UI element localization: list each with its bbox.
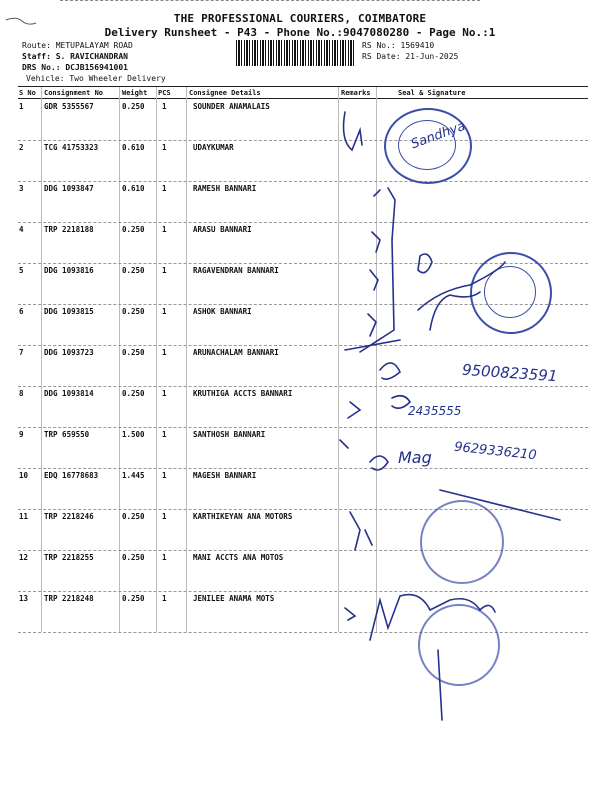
cell-sno: 12 xyxy=(19,553,29,562)
cell-consignee: RAGAVENDRAN BANNARI xyxy=(193,266,279,275)
staff-line: Staff: S. RAVICHANDRAN xyxy=(22,52,128,61)
col-header-consignment: Consignment No xyxy=(44,89,104,97)
cell-consignment-no: DDG 1093815 xyxy=(44,307,94,316)
cell-pcs: 1 xyxy=(162,102,167,111)
cell-pcs: 1 xyxy=(162,184,167,193)
col-header-sno: S No xyxy=(19,89,36,97)
cell-sno: 11 xyxy=(19,512,29,521)
page-top-scrap xyxy=(60,0,480,5)
cell-consignee: KRUTHIGA ACCTS BANNARI xyxy=(193,389,293,398)
cell-consignee: JENILEE ANAMA MOTS xyxy=(193,594,275,603)
cell-weight: 0.250 xyxy=(122,225,145,234)
cell-pcs: 1 xyxy=(162,225,167,234)
cell-consignee: ASHOK BANNARI xyxy=(193,307,252,316)
barcode-image xyxy=(236,40,356,66)
cell-consignment-no: GDR 5355567 xyxy=(44,102,94,111)
cell-weight: 0.250 xyxy=(122,307,145,316)
company-seal-stamp xyxy=(418,604,500,686)
cell-pcs: 1 xyxy=(162,143,167,152)
cell-pcs: 1 xyxy=(162,307,167,316)
cell-pcs: 1 xyxy=(162,594,167,603)
col-header-consignee: Consignee Details xyxy=(189,89,261,97)
header-rule-bottom xyxy=(18,98,588,99)
company-title: THE PROFESSIONAL COURIERS, COIMBATORE xyxy=(173,12,427,25)
cell-sno: 6 xyxy=(19,307,24,316)
cell-weight: 0.250 xyxy=(122,348,145,357)
cell-weight: 0.250 xyxy=(122,512,145,521)
table-row xyxy=(0,551,600,592)
rs-date: RS Date: 21-Jun-2025 xyxy=(362,52,459,61)
cell-consignee: ARASU BANNARI xyxy=(193,225,252,234)
cell-sno: 1 xyxy=(19,102,24,111)
cell-weight: 0.610 xyxy=(122,143,145,152)
cell-consignment-no: TRP 659550 xyxy=(44,430,90,439)
table-row xyxy=(0,387,600,428)
cell-consignment-no: DDG 1093814 xyxy=(44,389,94,398)
cell-consignee: RAMESH BANNARI xyxy=(193,184,257,193)
table-row xyxy=(0,100,600,141)
cell-consignee: KARTHIKEYAN ANA MOTORS xyxy=(193,512,293,521)
cell-weight: 0.250 xyxy=(122,389,145,398)
col-header-weight: Weight xyxy=(122,89,148,97)
cell-consignment-no: TRP 2218246 xyxy=(44,512,94,521)
route-line: Route: METUPALAYAM ROAD xyxy=(22,41,133,50)
cell-consignment-no: DDG 1093816 xyxy=(44,266,94,275)
col-header-remarks: Remarks xyxy=(341,89,371,97)
cell-consignment-no: TRP 2218248 xyxy=(44,594,94,603)
cell-pcs: 1 xyxy=(162,266,167,275)
header-rule-top xyxy=(18,86,588,87)
cell-sno: 3 xyxy=(19,184,24,193)
cell-weight: 0.250 xyxy=(122,594,145,603)
table-row xyxy=(0,469,600,510)
runsheet-subtitle: Delivery Runsheet - P43 - Phone No.:9047080280 - Page No.:1 xyxy=(104,26,496,39)
handwritten-signature: Mag xyxy=(398,448,432,467)
cell-weight: 0.610 xyxy=(122,184,145,193)
cell-weight: 1.445 xyxy=(122,471,145,480)
table-row xyxy=(0,141,600,182)
cell-sno: 4 xyxy=(19,225,24,234)
cell-weight: 0.250 xyxy=(122,102,145,111)
cell-sno: 8 xyxy=(19,389,24,398)
cell-pcs: 1 xyxy=(162,389,167,398)
cell-pcs: 1 xyxy=(162,348,167,357)
handwritten-phone: 9500823591 xyxy=(461,360,558,386)
handwritten-phone: 9629336210 xyxy=(453,439,538,464)
cell-consignee: UDAYKUMAR xyxy=(193,143,234,152)
table-row xyxy=(0,510,600,551)
cell-sno: 13 xyxy=(19,594,29,603)
table-row xyxy=(0,182,600,223)
col-header-seal: Seal & Signature xyxy=(398,89,466,97)
cell-sno: 2 xyxy=(19,143,24,152)
handwritten-signature: Sandhya xyxy=(409,118,468,153)
cell-pcs: 1 xyxy=(162,512,167,521)
cell-consignment-no: TCG 41753323 xyxy=(44,143,99,152)
cell-weight: 1.500 xyxy=(122,430,145,439)
cell-sno: 5 xyxy=(19,266,24,275)
cell-consignee: MANI ACCTS ANA MOTOS xyxy=(193,553,284,562)
cell-weight: 0.250 xyxy=(122,266,145,275)
company-seal-stamp xyxy=(420,500,504,584)
cell-consignment-no: EDQ 16778683 xyxy=(44,471,99,480)
cell-consignment-no: TRP 2218188 xyxy=(44,225,94,234)
cell-consignee: MAGESH BANNARI xyxy=(193,471,257,480)
cell-consignment-no: TRP 2218255 xyxy=(44,553,94,562)
vehicle-line: Vehicle: Two Wheeler Delivery xyxy=(26,74,166,83)
handwritten-phone: 2435555 xyxy=(408,404,462,418)
row-separator xyxy=(18,632,588,633)
cell-consignee: SOUNDER ANAMALAIS xyxy=(193,102,270,111)
cell-weight: 0.250 xyxy=(122,553,145,562)
cell-pcs: 1 xyxy=(162,430,167,439)
table-row xyxy=(0,592,600,633)
cell-pcs: 1 xyxy=(162,553,167,562)
cell-sno: 9 xyxy=(19,430,24,439)
rs-number: RS No.: 1569410 xyxy=(362,41,435,50)
cell-pcs: 1 xyxy=(162,471,167,480)
cell-sno: 7 xyxy=(19,348,24,357)
cell-consignee: ARUNACHALAM BANNARI xyxy=(193,348,279,357)
cell-consignment-no: DDG 1093723 xyxy=(44,348,94,357)
company-seal-inner-ring xyxy=(484,266,536,318)
cell-sno: 10 xyxy=(19,471,29,480)
cell-consignment-no: DDG 1093847 xyxy=(44,184,94,193)
col-header-pcs: PCS xyxy=(158,89,171,97)
cell-consignee: SANTHOSH BANNARI xyxy=(193,430,266,439)
drs-line: DRS No.: DCJB156941001 xyxy=(22,63,128,72)
